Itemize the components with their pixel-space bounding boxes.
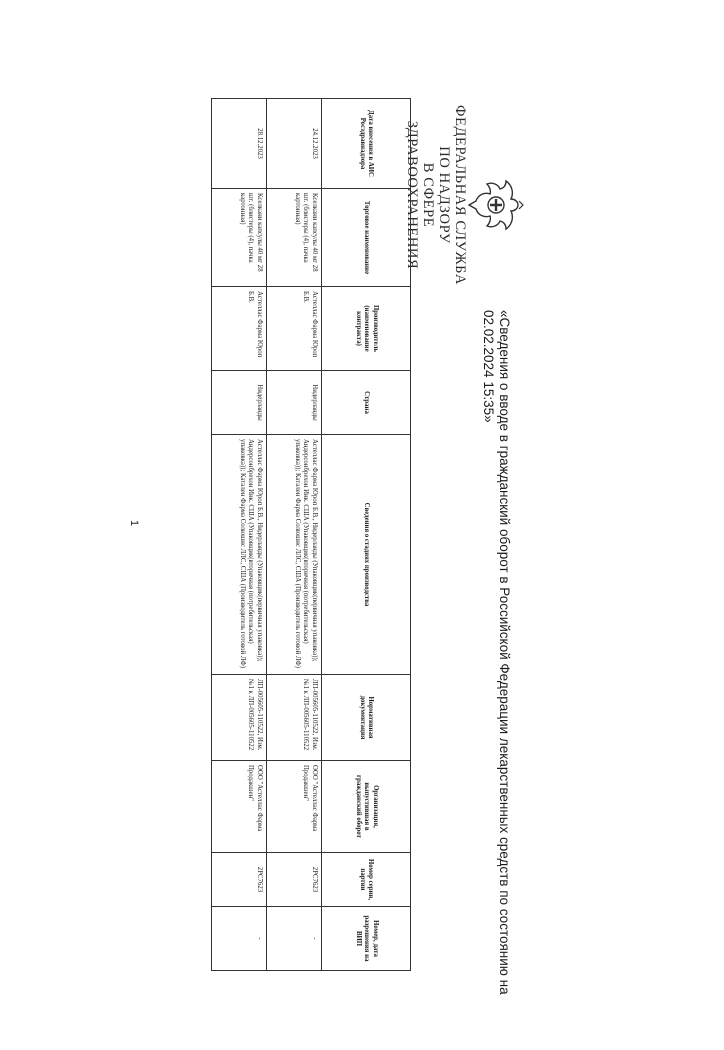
double-headed-eagle-emblem-icon — [464, 175, 524, 235]
cell-production-stages: Астеллас Фарма Юроп Б.В., Нидерланды (Упаковщик(первичная упаковка)); Андерсонбрехон Инк. США (Упаковщик(вторичная (потребительская) упаковка)); Катален Фарма Солюшнс ЛЛС, США (Производитель готовой ЛФ) — [212, 435, 267, 675]
agency-line-2: В СФЕРЕ ЗДРАВООХРАНЕНИЯ — [404, 120, 436, 270]
table-row — [267, 99, 322, 971]
cell-release-org: ООО "Астеллас Фарма Продакшен" — [212, 761, 267, 853]
cell-permit: - — [267, 907, 322, 971]
agency-line-1: ФЕДЕРАЛЬНАЯ СЛУЖБА ПО НАДЗОРУ — [436, 105, 468, 285]
cell-release-org: ООО "Астеллас Фарма Продакшен" — [267, 761, 322, 853]
agency-name — [404, 95, 468, 295]
table-header-row — [322, 99, 411, 971]
cell-manufacturer: Астеллас Фарма Юроп Б.В. — [212, 287, 267, 371]
col-header-manufacturer: Производитель (наименование контракта) — [322, 287, 411, 371]
cell-trade-name: Кселкани капсулы 40 мг 28 шт. (блистеры (4), пачка картонная) — [267, 189, 322, 287]
col-header-trade-name: Торговое наименование — [322, 189, 411, 287]
cell-date: 24.12.2023 — [267, 99, 322, 189]
cell-trade-name: Кселкани капсулы 40 мг 28 шт. (блистеры (4), пачка картонная) — [212, 189, 267, 287]
cell-country: Нидерланды — [267, 371, 322, 435]
cell-production-stages: Астеллас Фарма Юроп Б.В., Нидерланды (Упаковщик(первичная упаковка)); Андерсонбрехон Инк. США (Упаковщик(вторичная (потребительская) упаковка)); Катален Фарма Солюшнс ЛЛС, США (Производитель готовой ЛФ) — [267, 435, 322, 675]
col-header-production-stages: Сведения о стадиях производства — [322, 435, 411, 675]
cell-manufacturer: Астеллас Фарма Юроп Б.В. — [267, 287, 322, 371]
cell-normative-docs: ЛП-005605-110522, Изм. №1 к ЛП-005605-110522 — [267, 675, 322, 761]
col-header-release-org: Организация, выпустившая в гражданский оборот — [322, 761, 411, 853]
col-header-normative-docs: Нормативная документация — [322, 675, 411, 761]
cell-batch-number: 2РС7623 — [212, 853, 267, 907]
cell-batch-number: 2РС7623 — [267, 853, 322, 907]
col-header-date: Дата внесения в АИС Росздравнадзора — [322, 99, 411, 189]
document-title: «Сведения о вводе в гражданский оборот в Российской Федерации лекарственных средств по состоянию на 02.02.2024 15:35» — [481, 310, 512, 995]
cell-permit: - — [212, 907, 267, 971]
cell-country: Нидерланды — [212, 371, 267, 435]
table-row — [212, 99, 267, 971]
page-number: 1 — [128, 520, 140, 527]
col-header-batch-number: Номер серии, партии — [322, 853, 411, 907]
col-header-country: Страна — [322, 371, 411, 435]
cell-normative-docs: ЛП-005605-110522, Изм. №1 к ЛП-005605-110522 — [212, 675, 267, 761]
drug-registry-table — [211, 98, 411, 971]
col-header-permit: Номер, дата разрешения на ВИП — [322, 907, 411, 971]
cell-date: 28.12.2023 — [212, 99, 267, 189]
